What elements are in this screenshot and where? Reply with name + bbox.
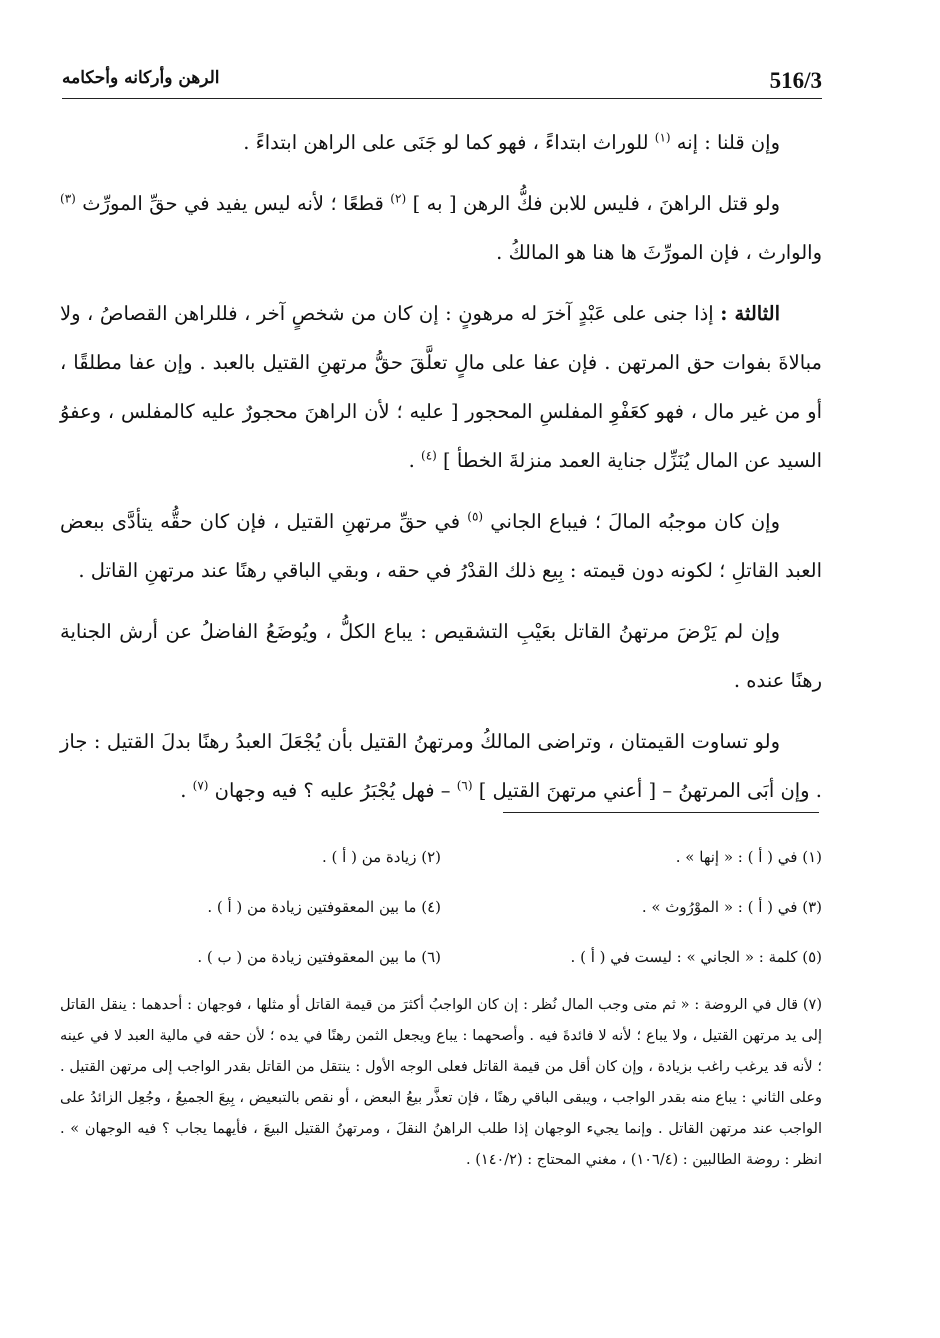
text-run: قطعًا ؛ لأنه ليس يفيد في حقِّ المورِّث [75, 192, 391, 215]
text-run: وإن لم يَرْضَ مرتهنُ القاتل بعَيْبِ التشقيص : يباع الكلُّ ، ويُوضَعُ الفاضلُ عن أرش الجناية رهنًا عنده . [60, 620, 822, 692]
text-run: ولو قتل الراهنَ ، فليس للابن فكُّ الرهن [ به ] [406, 192, 781, 215]
footnote-ref-1: (١) [654, 130, 671, 145]
main-text [60, 118, 822, 827]
text-run: ولو تساوت القيمتان ، وتراضى المالكُ ومرتهنُ القتيل بأن يُجْعَلَ العبدُ رهنًا بدلَ القتيل : جاز . وإن أبَى المرتهنُ – [ أعني مرتهنَ القتيل ] [60, 730, 822, 802]
paragraph-2 [60, 179, 822, 277]
paragraph-3 [60, 289, 822, 485]
paragraph-1 [60, 118, 822, 167]
footnote-ref-6: (٦) [456, 778, 473, 793]
footnote-separator [503, 812, 819, 813]
footnote-6: (٦) ما بين المعقوفتين زيادة من ( ب ) . [197, 948, 441, 966]
text-run: . [408, 449, 422, 472]
footnote-ref-7: (٧) [192, 778, 209, 793]
text-run: إذا جنى على عَبْدٍ آخرَ له مرهونٍ : إن كان من شخصٍ آخر ، فللراهن القصاصُ ، ولا مبالاةَ بفوات حق المرتهن . فإن عفا على مالٍ تعلَّقَ حقُّ مرتهنِ القتيل بالعبد . وإن عفا مطلقًا ، أو من غير مال ، فهو كعَفْوِ المفلسِ المحجور [ عليه ؛ لأن الراهنَ محجورٌ عليه كالمفلس ، وعفوُ السيد عن المال يُنَزِّل جناية العمد منزلةَ الخطأ ] [60, 302, 822, 472]
footnotes-short [60, 832, 822, 982]
paragraph-4 [60, 497, 822, 595]
section-lead: الثالثة : [720, 302, 780, 325]
running-title: الرهن وأركانه وأحكامه [62, 68, 220, 88]
footnote-2: (٢) زيادة من ( أ ) . [321, 848, 441, 866]
footnote-ref-2: (٢) [390, 191, 407, 206]
page-number: 516/3 [769, 68, 822, 93]
text-run: . [180, 779, 193, 802]
text-run: للوراث ابتداءً ، فهو كما لو جَنَى على الراهن ابتداءً . [243, 131, 655, 154]
footnote-3: (٣) في ( أ ) : « الموْرُوث » . [641, 898, 822, 916]
footnote-4: (٤) ما بين المعقوفتين زيادة من ( أ ) . [207, 898, 441, 916]
paragraph-6 [60, 717, 822, 815]
text-run: وإن قلنا : إنه [670, 131, 780, 154]
footnote-7: (٧) قال في الروضة : « ثم متى وجب المال نُظر : إن كان الواجبُ أكثرَ من قيمة القاتل أو مثلها ، فوجهان : أحدهما : ينقل القاتل إلى يد مرتهن القتيل ، ولا يباع ؛ لأنه لا فائدةَ فيه . وأصحهما : يباع ويجعل الثمن رهنًا في يده ؛ لأن حقه في مالية العبد لا في عينه ؛ لأنه قد يرغب راغب بزيادة ، وإن كان أقل من قيمة القاتل فعلى الوجه الأول : ينتقل من القاتل بقدر الواجب إلى مرتهن القتيل . وعلى الثاني : يباع منه بقدر الواجب ، ويبقى الباقي رهنًا ، فإن تعذَّر بيعُ البعض ، أو نقص بالتبعيض ، بِيعَ الجميعُ ، وجُعِل الزائدُ على الواجب عند مرتهن القاتل . وإنما يجيء الوجهان إذا طلب الراهنُ النقلَ ، ومرتهنُ القتيل البيعَ ، فأيهما يجاب ؟ فيه الوجهان » . انظر : روضة الطالبين : (١٠٦/٤) ، مغني المحتاج : (١٤٠/٢) . [60, 997, 822, 1168]
footnote-row [60, 932, 822, 982]
footnote-1: (١) في ( أ ) : « إنها » . [675, 848, 822, 866]
footnote-5: (٥) كلمة : « الجاني » : ليست في ( أ ) . [570, 948, 822, 966]
footnote-ref-3: (٣) [60, 191, 76, 206]
footnote-row [60, 882, 822, 932]
footnote-row [60, 832, 822, 882]
text-run: في حقِّ مرتهنِ القتيل ، فإن كان حقُّه يتأدَّى ببعض العبد القاتلِ ؛ لكونه دون قيمته : بِيع ذلك القدْرُ في حقه ، وبقي الباقي رهنًا عند مرتهنِ القاتل . [60, 510, 822, 582]
text-run: وإن كان موجبُه المالَ ؛ فيباع الجاني [483, 510, 780, 533]
footnote-ref-5: (٥) [467, 509, 484, 524]
text-run: والوارث ، فإن المورِّثَ ها هنا هو المالكُ . [496, 241, 822, 264]
paragraph-5 [60, 607, 822, 705]
text-run: – فهل يُجْبَرُ عليه ؟ فيه وجهان [208, 779, 457, 802]
footnote-ref-4: (٤) [421, 448, 437, 463]
page-header [62, 64, 822, 99]
